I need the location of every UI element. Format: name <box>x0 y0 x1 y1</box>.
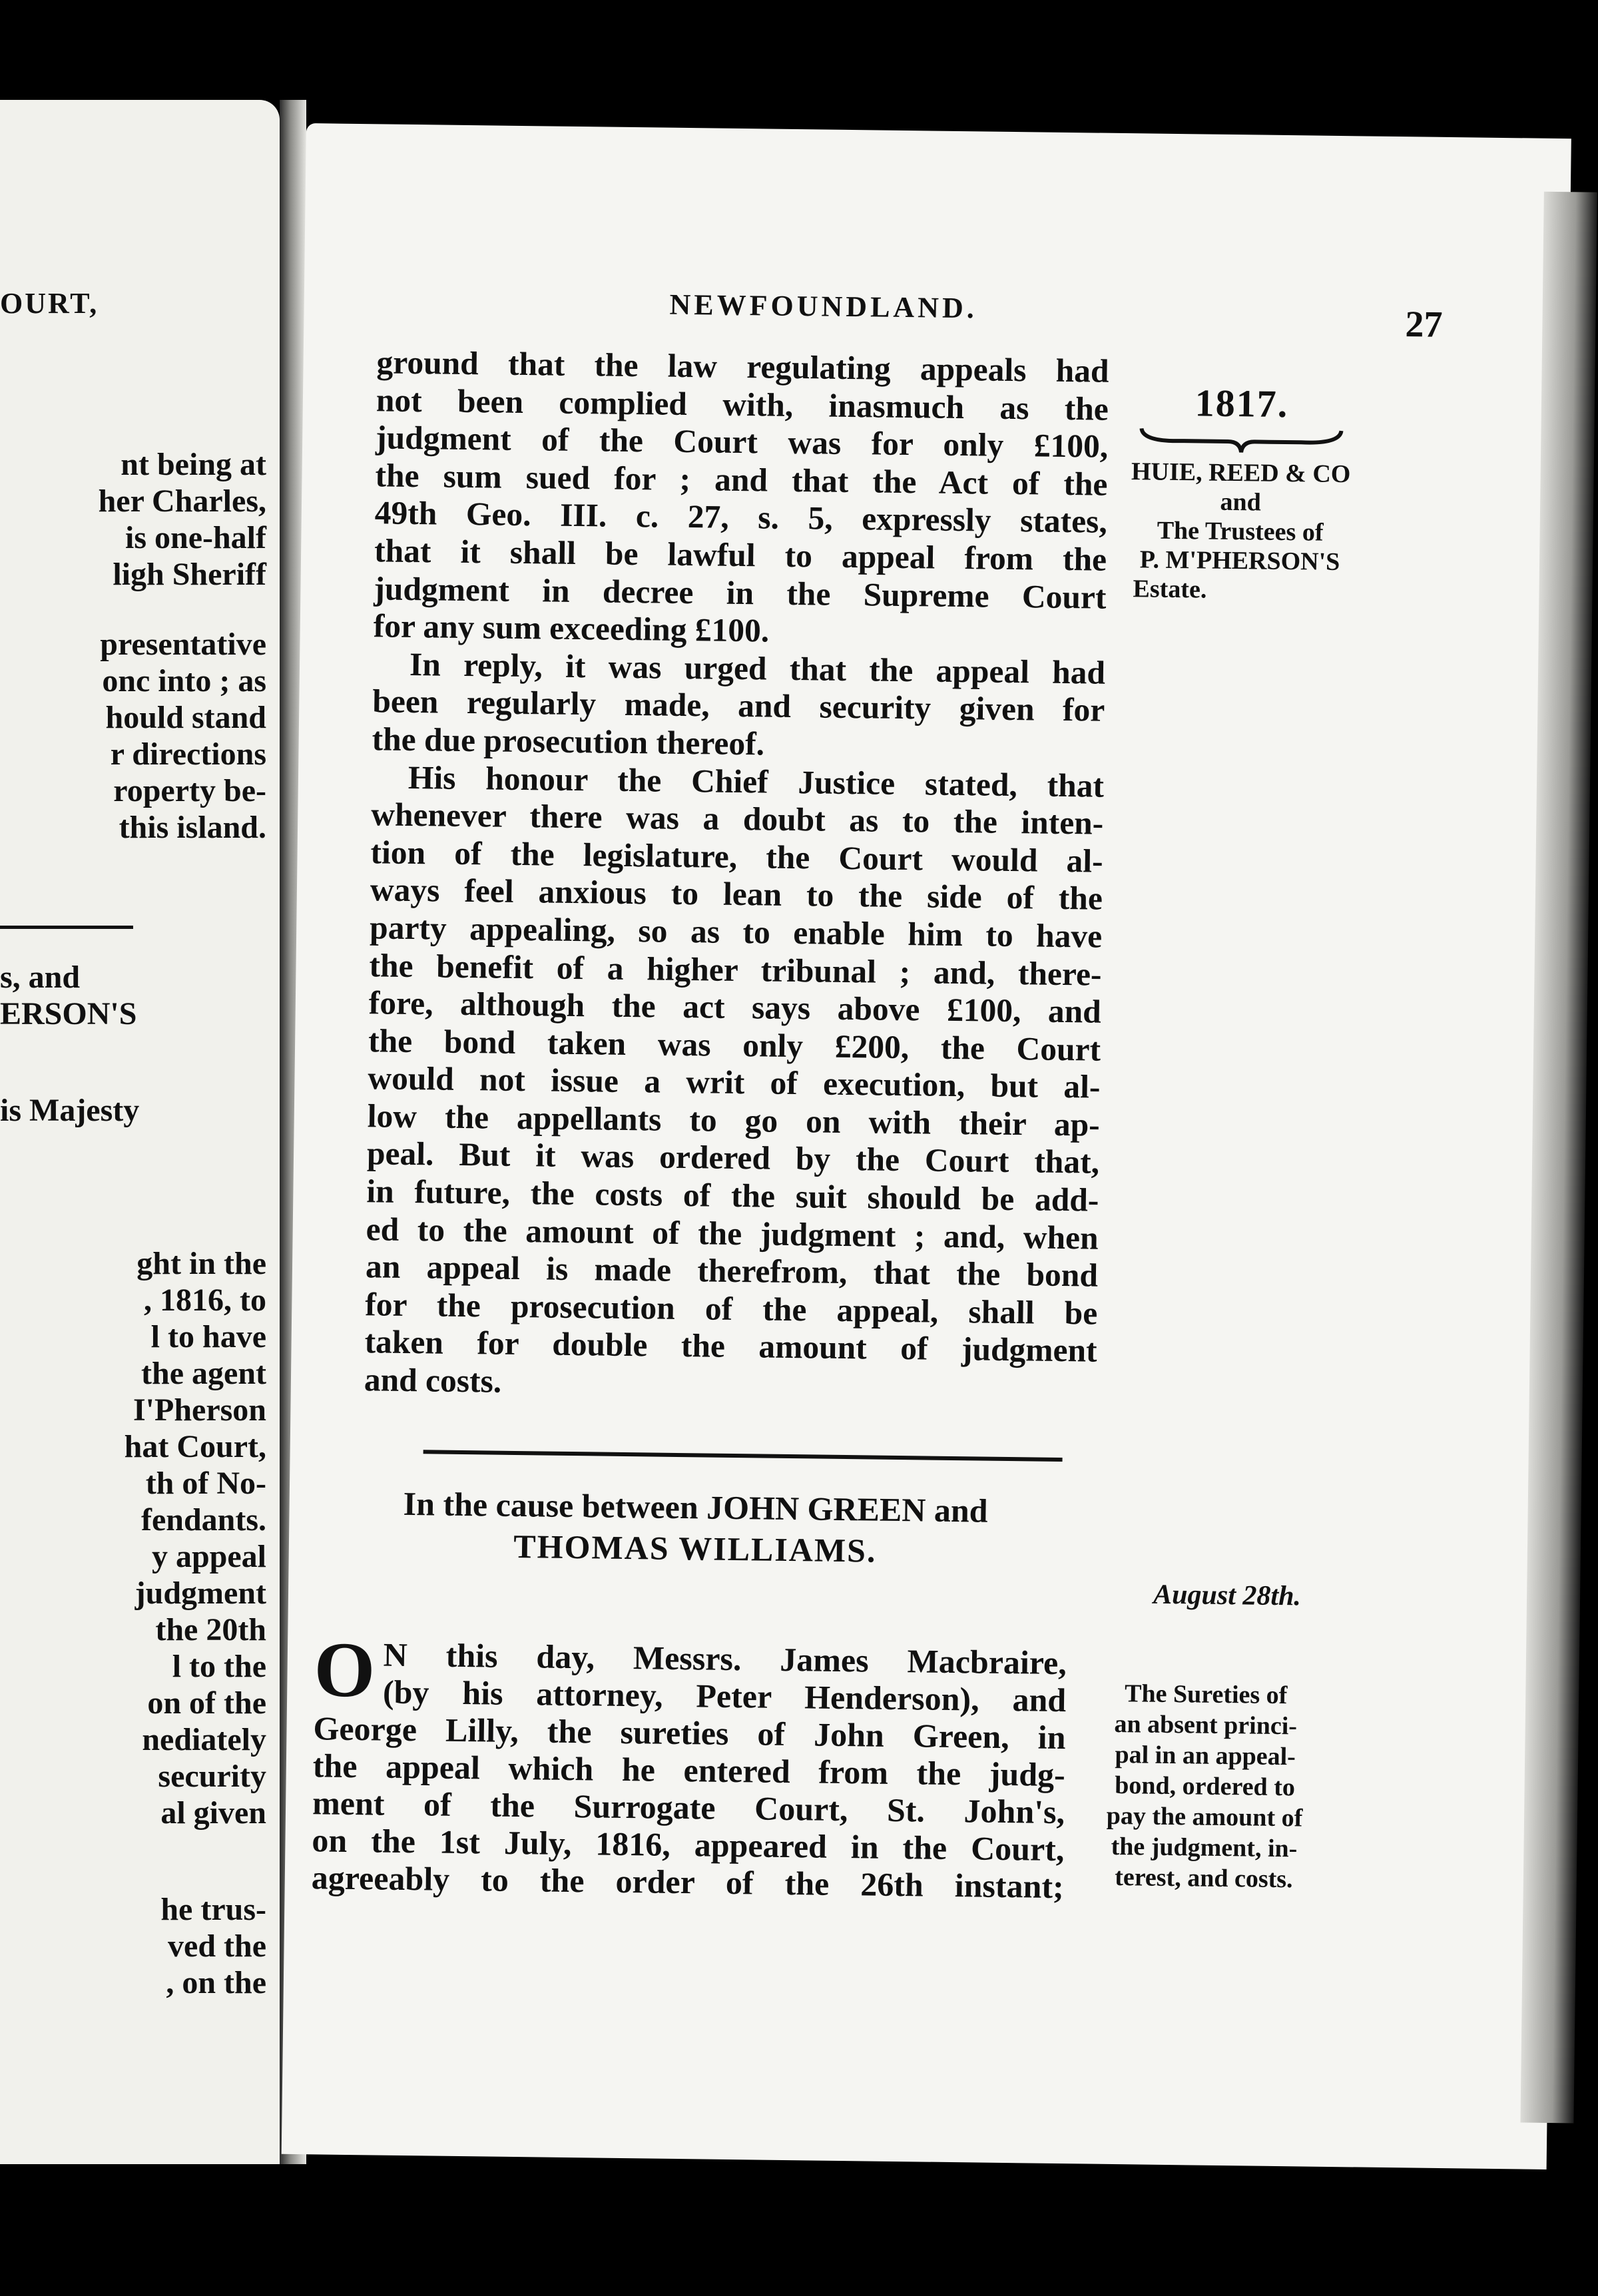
left-page-line: fendants. <box>140 1502 266 1538</box>
margin-note-line: The Sureties of <box>1124 1679 1288 1710</box>
text-line: the benefit of a higher tribunal ; and, there- <box>369 946 1102 993</box>
left-page-line: ligh Sheriff <box>113 557 266 592</box>
page-number: 27 <box>1405 304 1443 346</box>
text-line: and costs. <box>364 1361 502 1400</box>
text-line: party appealing, so as to enable him to have <box>369 909 1103 955</box>
left-page-line: judgment <box>134 1576 266 1611</box>
text-line: judgment of the Court was for only £100, <box>375 419 1109 465</box>
text-line: been regularly made, and security given for <box>372 683 1105 729</box>
left-page-line: al given <box>160 1795 266 1831</box>
left-page-line: nediately <box>142 1722 266 1757</box>
text-line: taken for double the amount of judgment <box>364 1323 1097 1370</box>
left-page-line: s, and <box>0 960 81 995</box>
margin-party-4: P. M'PHERSON'S <box>1139 545 1340 577</box>
cause-heading-line-2: THOMAS WILLIAMS. <box>513 1527 877 1570</box>
text-line: N this day, Messrs. James Macbraire, <box>383 1635 1067 1682</box>
margin-party-2: and <box>1220 487 1262 517</box>
text-line: ment of the Surrogate Court, St. John's, <box>312 1784 1065 1831</box>
left-page-line: ERSON'S <box>0 996 137 1031</box>
left-page-line: he trus- <box>160 1892 266 1927</box>
margin-note-line: terest, and costs. <box>1114 1863 1293 1894</box>
text-line: for the prosecution of the appeal, shall be <box>365 1286 1098 1332</box>
text-line: In reply, it was urged that the appeal had <box>409 645 1106 691</box>
left-page-line: this island. <box>119 810 266 845</box>
left-page-line: ght in the <box>136 1246 266 1281</box>
text-line: 49th Geo. III. c. 27, s. 5, expressly states, <box>374 494 1108 541</box>
text-line: agreeably to the order of the 26th instant; <box>311 1859 1065 1906</box>
left-page-line: is one-half <box>125 520 266 555</box>
paragraph-1 <box>373 344 1109 654</box>
left-page-line: her Charles, <box>98 483 266 519</box>
left-page-line: is Majesty <box>0 1093 140 1128</box>
page-edge-shadow <box>1520 192 1597 2124</box>
paragraph-4 <box>311 1625 1067 1906</box>
running-head: NEWFOUNDLAND. <box>669 288 978 325</box>
margin-note-line: the judgment, in- <box>1111 1832 1298 1863</box>
left-page-line: presentative <box>100 627 266 662</box>
left-page-line: on of the <box>147 1685 266 1721</box>
text-line: the bond taken was only £200, the Court <box>368 1021 1101 1068</box>
margin-note-line: an absent princi- <box>1114 1710 1298 1741</box>
text-line: an appeal is made therefrom, that the bond <box>365 1248 1099 1294</box>
margin-party-1: HUIE, REED & CO <box>1131 457 1351 489</box>
text-line: ways feel anxious to lean to the side of the <box>370 871 1103 918</box>
left-page-line: the 20th <box>155 1612 266 1647</box>
left-page-line: th of No- <box>145 1466 266 1501</box>
left-page-line: hat Court, <box>124 1429 266 1464</box>
margin-note-line: pay the amount of <box>1106 1801 1303 1833</box>
brace-icon <box>1135 424 1348 456</box>
text-line: on the 1st July, 1816, appeared in the Court, <box>312 1821 1065 1868</box>
text-line: whenever there was a doubt as to the inten- <box>370 796 1104 842</box>
margin-note-line: bond, ordered to <box>1115 1771 1296 1802</box>
left-page-line: nt being at <box>121 447 266 482</box>
left-running-head: OURT, <box>0 287 99 320</box>
margin-note-sureties <box>1077 1677 1333 1895</box>
left-page-line: y appeal <box>151 1539 266 1574</box>
right-page <box>282 123 1571 2169</box>
text-line: would not issue a writ of execution, but al- <box>368 1059 1101 1105</box>
left-page-line: I'Pherson <box>133 1392 266 1428</box>
text-line: the sum sued for ; and that the Act of the <box>375 457 1108 503</box>
text-line: fore, although the act says above £100, and <box>368 984 1102 1030</box>
left-page-line: l to have <box>150 1319 266 1354</box>
body-column <box>364 344 1109 1408</box>
text-line: in future, the costs of the suit should be add- <box>366 1173 1099 1219</box>
text-line: George Lilly, the sureties of John Green, in <box>313 1709 1066 1757</box>
text-line: not been complied with, inasmuch as the <box>376 381 1109 428</box>
paragraph-3 <box>364 758 1105 1408</box>
text-line: the due prosecution thereof. <box>372 720 765 762</box>
text-line: peal. But it was ordered by the Court that, <box>366 1135 1100 1181</box>
paragraph-2 <box>372 645 1105 767</box>
text-line: that it shall be lawful to appeal from the <box>374 532 1107 578</box>
text-line: judgment in decree in the Supreme Court <box>374 569 1107 616</box>
margin-note-line: pal in an appeal- <box>1115 1741 1296 1771</box>
left-page-line: r directions <box>110 736 266 772</box>
text-line: His honour the Chief Justice stated, that <box>407 758 1105 804</box>
text-line: tion of the legislature, the Court would al- <box>370 833 1103 880</box>
margin-year: 1817. <box>1195 381 1289 426</box>
margin-party-3: The Trustees of <box>1157 516 1324 547</box>
text-line: the appeal which he entered from the judg- <box>312 1747 1066 1794</box>
left-page-line: the agent <box>141 1356 266 1391</box>
cause-heading-line-1: In the cause between JOHN GREEN and <box>403 1484 988 1530</box>
margin-party-5: Estate. <box>1133 575 1207 604</box>
text-line: ground that the law regulating appeals had <box>376 344 1109 390</box>
left-page-line: hould stand <box>105 700 266 735</box>
left-page-line: , on the <box>166 1965 266 2000</box>
left-page-line: security <box>158 1759 266 1794</box>
text-line: for any sum exceeding £100. <box>373 607 770 649</box>
left-page <box>0 100 280 2164</box>
left-page-line: roperty be- <box>113 773 266 808</box>
left-page-line: ved the <box>168 1928 266 1964</box>
cause-heading <box>322 1482 1069 1574</box>
text-line: ed to the amount of the judgment ; and, when <box>366 1210 1099 1257</box>
left-page-line: l to the <box>172 1649 266 1684</box>
section-divider <box>423 1450 1063 1462</box>
drop-cap: O <box>313 1625 376 1714</box>
text-line: low the appellants to go on with their ap- <box>367 1097 1101 1143</box>
text-line: (by his attorney, Peter Henderson), and <box>382 1673 1067 1719</box>
left-page-line: onc into ; as <box>102 663 266 699</box>
margin-date: August 28th. <box>1153 1579 1302 1612</box>
margin-note-case <box>1126 380 1355 606</box>
left-page-line: , 1816, to <box>144 1283 266 1318</box>
left-rule <box>0 926 133 929</box>
